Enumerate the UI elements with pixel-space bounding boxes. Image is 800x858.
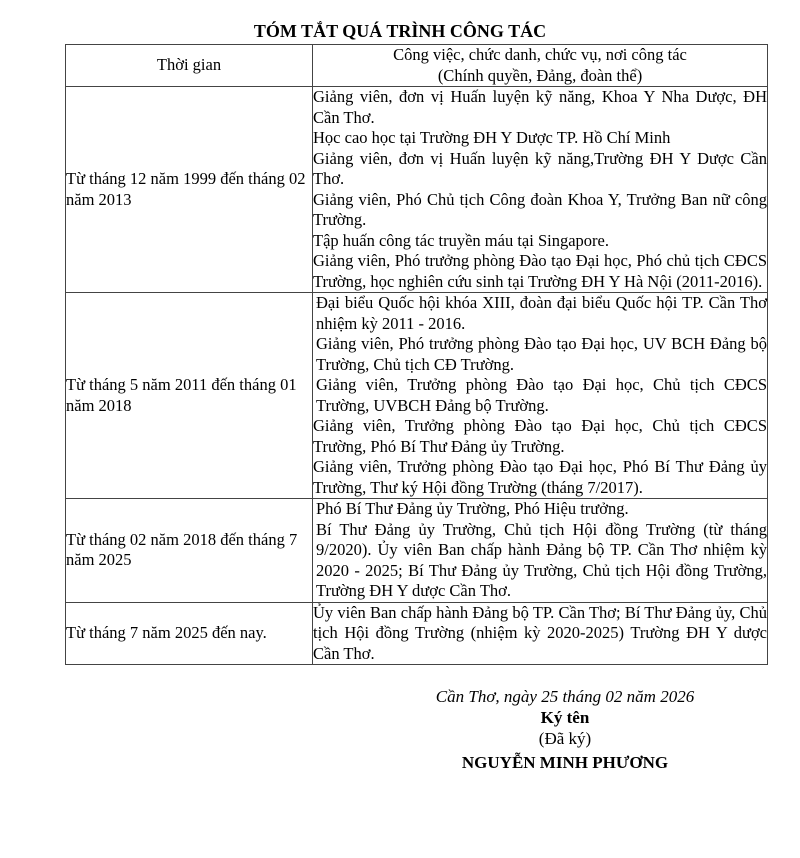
work-cell (313, 293, 768, 499)
period-cell: Từ tháng 5 năm 2011 đến tháng 01 năm 2018 (66, 293, 313, 499)
header-work (313, 45, 768, 87)
period-cell: Từ tháng 02 năm 2018 đến tháng 7 năm 2025 (66, 499, 313, 603)
header-period: Thời gian (66, 45, 313, 87)
work-entry: Tập huấn công tác truyền máu tại Singapore. (313, 230, 609, 250)
period-cell: Từ tháng 12 năm 1999 đến tháng 02 năm 2013 (66, 87, 313, 293)
work-entry: Ủy viên Ban chấp hành Đảng bộ TP. Cần Thơ; Bí Thư Đảng ủy, Chủ tịch Hội đồng Trường (nhiệm kỳ 2020-2025) Trường ĐH Y dược Cần Thơ. (313, 602, 767, 663)
table-row (66, 87, 768, 293)
work-cell (313, 87, 768, 293)
work-entry: Giảng viên, Phó Chủ tịch Công đoàn Khoa Y, Trưởng Ban nữ công Trường. (313, 189, 767, 229)
work-entry: Giảng viên, đơn vị Huấn luyện kỹ năng, Khoa Y Nha Dược, ĐH Cần Thơ. (313, 87, 767, 127)
header-work-line1: Công việc, chức danh, chức vụ, nơi công tác (393, 45, 687, 64)
work-entry: Giảng viên, đơn vị Huấn luyện kỹ năng,Trường ĐH Y Dược Cần Thơ. (313, 148, 767, 188)
page-title: TÓM TẮT QUÁ TRÌNH CÔNG TÁC (253, 21, 547, 41)
period-cell: Từ tháng 7 năm 2025 đến nay. (66, 602, 313, 665)
work-entry: Giảng viên, Phó trưởng phòng Đào tạo Đại học, UV BCH Đảng bộ Trường, Chủ tịch CĐ Trường. (316, 334, 767, 374)
place-date: Cần Thơ, ngày 25 tháng 02 năm 2026 (435, 687, 695, 706)
work-cell (313, 602, 768, 665)
table-row (66, 293, 768, 499)
work-entry: Đại biểu Quốc hội khóa XIII, đoàn đại biểu Quốc hội TP. Cần Thơ nhiệm kỳ 2011 - 2016. (316, 293, 767, 333)
work-entry: Giảng viên, Phó trưởng phòng Đào tạo Đại học, Phó chủ tịch CĐCS Trường, học nghiên cứu sinh tại Trường ĐH Y Hà Nội (2011-2016). (313, 251, 767, 291)
work-entry: Phó Bí Thư Đảng ủy Trường, Phó Hiệu trưởng. (316, 499, 629, 518)
signature-block (400, 686, 730, 773)
signer-name: NGUYỄN MINH PHƯƠNG (461, 753, 669, 772)
work-entry: Giảng viên, Trưởng phòng Đào tạo Đại học, Chủ tịch CĐCS Trường, Phó Bí Thư Đảng ủy Trường. (313, 416, 767, 456)
work-entry: Bí Thư Đảng ủy Trường, Chủ tịch Hội đồng Trường (từ tháng 9/2020). Ủy viên Ban chấp hành Đảng bộ TP. Cần Thơ nhiệm kỳ 2020 - 2025; Bí Thư Đảng ủy Trường, Chủ tịch Hội đồng Trường, Trường ĐH Y dược Cần Thơ. (316, 519, 767, 600)
signed-note: (Đã ký) (538, 729, 592, 748)
work-history-table (65, 44, 768, 665)
header-work-line2: (Chính quyền, Đảng, đoàn thể) (437, 65, 643, 85)
work-cell (313, 499, 768, 603)
work-entry: Giảng viên, Trưởng phòng Đào tạo Đại học, Chủ tịch CĐCS Trường, UVBCH Đảng bộ Trường. (316, 375, 767, 415)
table-header-row (66, 45, 768, 87)
work-entry: Giảng viên, Trưởng phòng Đào tạo Đại học, Phó Bí Thư Đảng ủy Trường, Thư ký Hội đồng Trường (tháng 7/2017). (313, 457, 767, 497)
table-row (66, 499, 768, 603)
work-entry: Học cao học tại Trường ĐH Y Dược TP. Hồ Chí Minh (313, 128, 671, 147)
sign-label: Ký tên (540, 708, 590, 727)
table-row (66, 602, 768, 665)
